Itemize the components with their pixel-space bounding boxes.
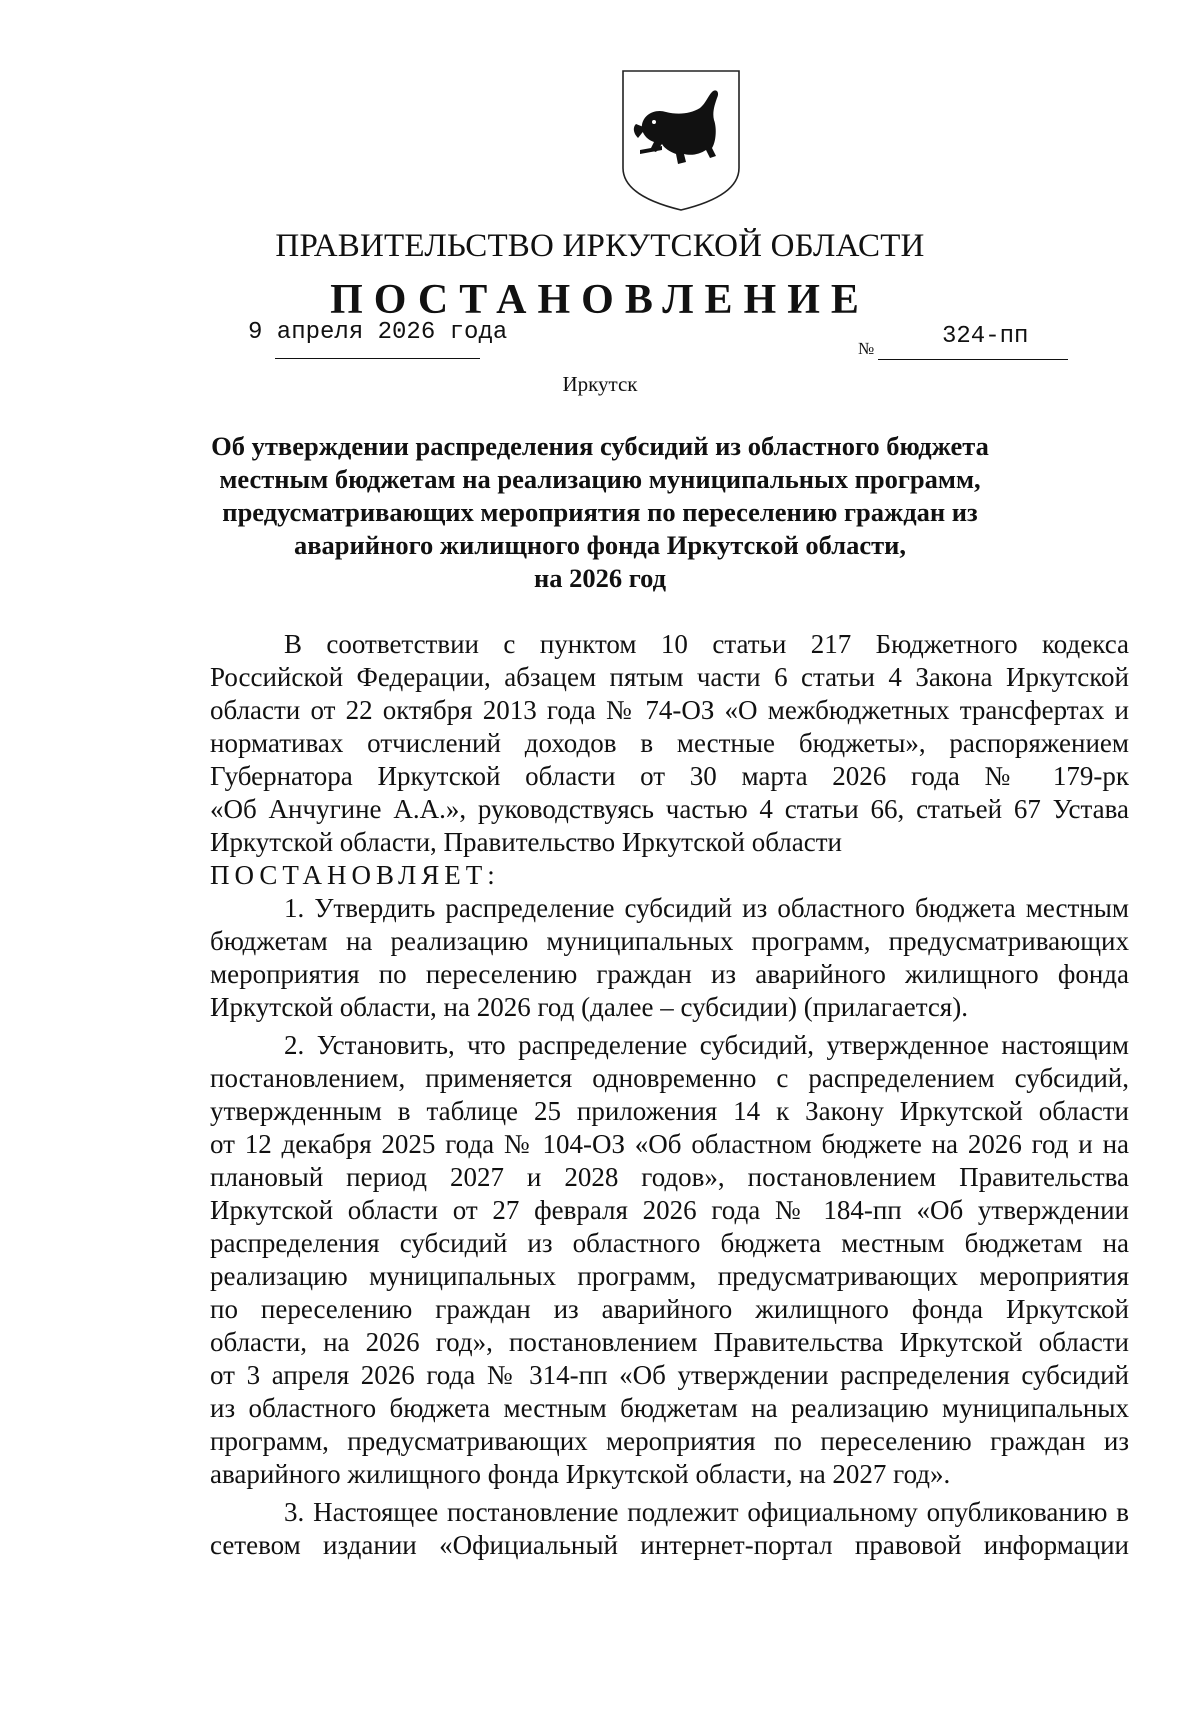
- document-number: 324-пп: [942, 323, 1029, 350]
- document-title: [180, 430, 1020, 595]
- item2-line: реализацию муниципальных программ, предусматривающих мероприятия: [210, 1261, 1129, 1291]
- item2-line: распределения субсидий из областного бюджета местным бюджетам на: [210, 1228, 1129, 1258]
- number-underline: [878, 359, 1068, 360]
- preamble-line: нормативах отчислений доходов в местные бюджеты», распоряжением: [210, 728, 1129, 758]
- title-line: Об утверждении распределения субсидий из областного бюджета: [211, 431, 989, 461]
- city: Иркутск: [562, 372, 638, 396]
- item2-line: аварийного жилищного фонда Иркутской области, на 2027 год».: [210, 1459, 951, 1489]
- item2-line: плановый период 2027 и 2028 годов», постановлением Правительства: [210, 1162, 1129, 1192]
- date-underline: [275, 358, 480, 359]
- item2-line: программ, предусматривающих мероприятия по переселению граждан из: [210, 1426, 1129, 1456]
- item2-line: 2. Установить, что распределение субсидий, утвержденное настоящим: [284, 1030, 1129, 1060]
- item2-line: от 12 декабря 2025 года № 104-ОЗ «Об областном бюджете на 2026 год и на: [210, 1129, 1129, 1159]
- item1-line: бюджетам на реализацию муниципальных программ, предусматривающих: [210, 926, 1129, 956]
- title-line: местным бюджетам на реализацию муниципальных программ,: [219, 464, 981, 494]
- title-line: на 2026 год: [533, 563, 667, 593]
- document-type: ПОСТАНОВЛЕНИЕ: [330, 277, 870, 323]
- item2-line: из областного бюджета местным бюджетам на реализацию муниципальных: [210, 1393, 1129, 1423]
- item2-line: от 3 апреля 2026 года № 314-пп «Об утверждении распределения субсидий: [210, 1360, 1129, 1390]
- preamble-line: Российской Федерации, абзацем пятым части 6 статьи 4 Закона Иркутской: [210, 662, 1129, 692]
- item2-line: по переселению граждан из аварийного жилищного фонда Иркутской: [210, 1294, 1129, 1324]
- number-sign: №: [858, 339, 875, 358]
- item1-line: Иркутской области, на 2026 год (далее – субсидии) (прилагается).: [210, 992, 968, 1022]
- title-line: аварийного жилищного фонда Иркутской области,: [293, 530, 907, 560]
- document-body: [210, 628, 1129, 1562]
- item2-line: постановлением, применяется одновременно с распределением субсидий,: [210, 1063, 1129, 1093]
- document-date: 9 апреля 2026 года: [248, 319, 508, 346]
- coat-of-arms-icon: [620, 68, 742, 213]
- item2-line: Иркутской области от 27 февраля 2026 года № 184-пп «Об утверждении: [210, 1195, 1129, 1225]
- government-name: ПРАВИТЕЛЬСТВО ИРКУТСКОЙ ОБЛАСТИ: [275, 228, 925, 264]
- preamble-line: области от 22 октября 2013 года № 74-ОЗ «О межбюджетных трансфертах и: [210, 695, 1129, 725]
- preamble-line: Иркутской области, Правительство Иркутской области: [210, 827, 842, 857]
- item3-line: сетевом издании «Официальный интернет-портал правовой информации: [210, 1530, 1129, 1560]
- preamble-line: В соответствии с пунктом 10 статьи 217 Бюджетного кодекса: [284, 629, 1129, 659]
- item1-line: мероприятия по переселению граждан из аварийного жилищного фонда: [210, 959, 1129, 989]
- resolves-word: ПОСТАНОВЛЯЕТ:: [210, 860, 500, 890]
- preamble-line: Губернатора Иркутской области от 30 марта 2026 года № 179-рк: [210, 761, 1129, 791]
- item3-line: 3. Настоящее постановление подлежит официальному опубликованию в: [284, 1497, 1129, 1527]
- title-line: предусматривающих мероприятия по переселению граждан из: [222, 497, 978, 527]
- item2-line: утвержденным в таблице 25 приложения 14 к Закону Иркутской области: [210, 1096, 1129, 1126]
- item1-line: 1. Утвердить распределение субсидий из областного бюджета местным: [284, 893, 1129, 923]
- preamble-line: «Об Анчугине А.А.», руководствуясь частью 4 статьи 66, статьей 67 Устава: [210, 794, 1129, 824]
- item2-line: области, на 2026 год», постановлением Правительства Иркутской области: [210, 1327, 1129, 1357]
